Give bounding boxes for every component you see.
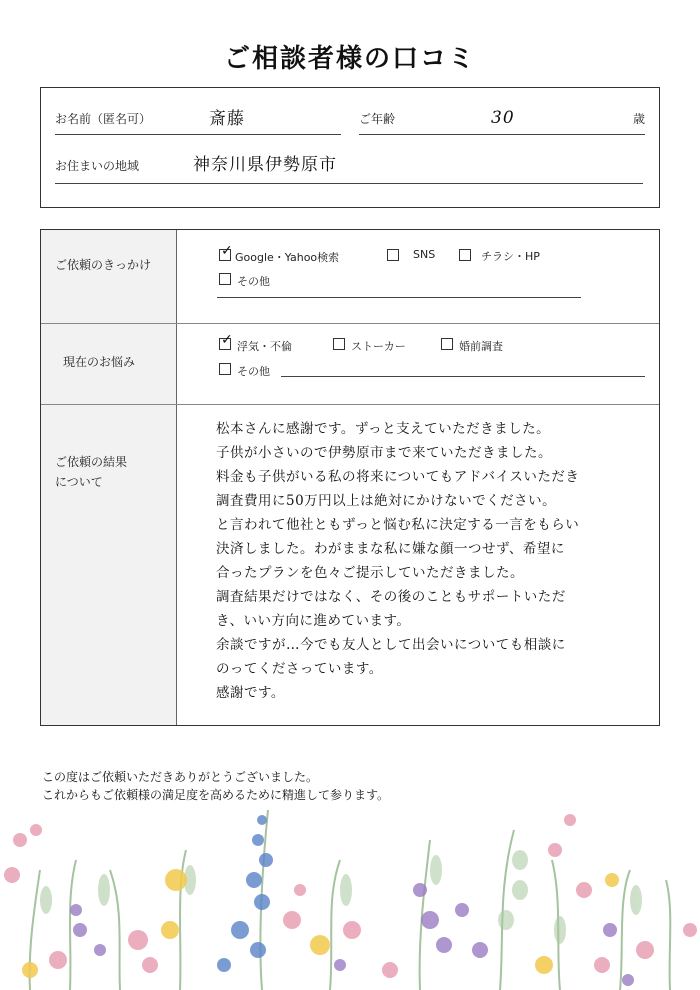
name-value: 斎藤	[209, 109, 245, 129]
closing-line-1: この度はご依頼いただきありがとうございました。	[42, 770, 319, 784]
option-trigger-other: その他	[237, 275, 270, 288]
result-line: 子供が小さいので伊勢原市まで来ていただきました。	[216, 445, 552, 461]
age-label: ご年齢	[359, 112, 396, 126]
result-line: 料金も子供がいる私の将来についてもアドバイスいただき	[216, 469, 580, 485]
result-line: と言われて他社ともずっと悩む私に決定する一言をもらい	[216, 517, 580, 533]
result-label-line2: について	[55, 475, 103, 489]
checkbox-flyer-hp[interactable]	[459, 249, 471, 261]
survey-table	[40, 229, 660, 726]
trigger-label: ご依頼のきっかけ	[55, 258, 152, 272]
age-underline	[359, 134, 645, 135]
area-underline	[55, 183, 643, 184]
checkbox-affair[interactable]	[219, 332, 233, 350]
concern-label: 現在のお悩み	[63, 355, 136, 369]
result-line: き、いい方向に進めています。	[216, 613, 411, 629]
area-label: お住まいの地域	[55, 159, 140, 173]
result-line: 調査結果だけではなく、その後のこともサポートいただ	[216, 589, 566, 605]
option-premarital: 婚前調査	[459, 340, 503, 353]
checkbox-stalker[interactable]	[333, 338, 345, 350]
floral-decoration-icon	[0, 780, 700, 990]
leaf-shapes-icon	[40, 850, 642, 944]
option-sns: SNS	[413, 248, 436, 261]
result-line: 決済しました。わがままな私に嫌な顔一つせず、希望に	[216, 541, 565, 557]
checkbox-concern-other[interactable]	[219, 363, 231, 375]
checkbox-google-yahoo[interactable]	[219, 243, 233, 261]
check-icon: ✓	[221, 243, 233, 259]
closing-message	[42, 768, 389, 804]
checkbox-sns[interactable]	[387, 249, 399, 261]
result-text	[216, 417, 656, 705]
result-line: 調査費用に50万円以上は絶対にかけないでください。	[216, 493, 557, 509]
checkbox-trigger-other[interactable]	[219, 273, 231, 285]
result-line: 松本さんに感謝です。ずっと支えていただきました。	[216, 421, 551, 437]
closing-line-2: これからもご依頼様の満足度を高めるために精進して参ります。	[42, 788, 390, 802]
area-value: 神奈川県伊勢原市	[193, 155, 337, 175]
checkbox-premarital[interactable]	[441, 338, 453, 350]
age-unit: 歳	[633, 112, 646, 126]
result-line: 余談ですが…今でも友人として出会いについても相談に	[216, 637, 566, 653]
option-flyer-hp: チラシ・HP	[481, 250, 540, 263]
result-line: 合ったプランを色々ご提示していただきました。	[216, 565, 524, 581]
trigger-other-underline	[217, 297, 581, 298]
result-label-line1: ご依頼の結果	[55, 455, 128, 469]
result-line: のってくださっています。	[216, 661, 383, 677]
concern-other-underline	[281, 376, 645, 377]
name-underline	[55, 134, 341, 135]
age-value: 30	[491, 108, 515, 128]
result-line: 感謝です。	[216, 685, 285, 701]
option-google-yahoo: Google・Yahoo検索	[235, 251, 340, 264]
option-affair: 浮気・不倫	[237, 340, 292, 353]
yellow-flowers-icon	[22, 869, 619, 978]
name-label: お名前（匿名可）	[55, 112, 152, 126]
page-title: ご相談者様の口コミ	[223, 44, 476, 74]
check-icon: ✓	[221, 332, 233, 348]
option-concern-other: その他	[237, 365, 270, 378]
row-divider	[41, 404, 659, 405]
profile-box	[40, 87, 660, 208]
option-stalker: ストーカー	[351, 340, 406, 353]
row-divider	[41, 323, 659, 324]
